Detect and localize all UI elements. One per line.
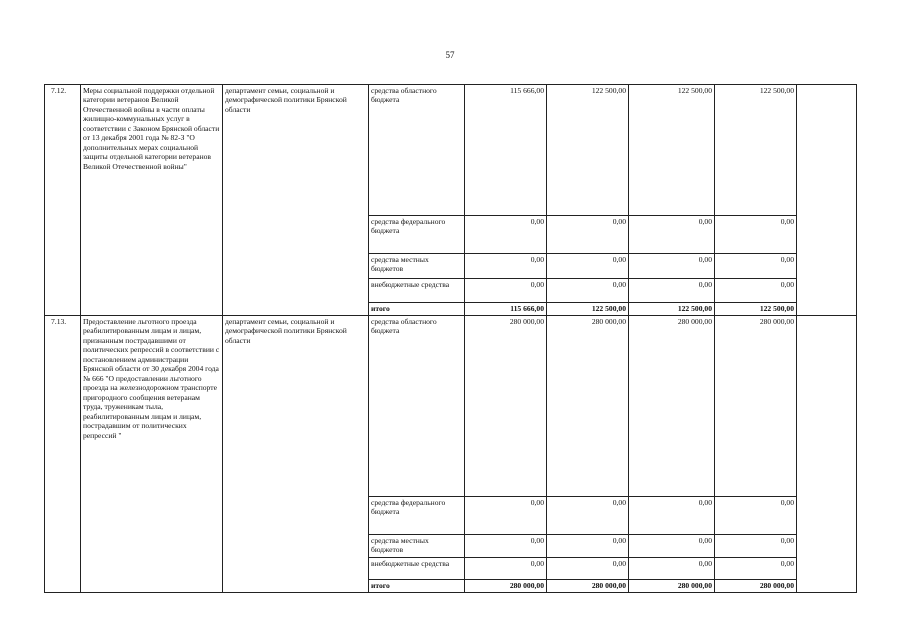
- row-number: 7.13.: [45, 316, 81, 593]
- measure-title: Меры социальной поддержки отдельной категории ветеранов Великой Отечественной войны в части оплаты жилищно-коммунальных услуг в соответствии с Законом Брянской области от 13 декабря 2001 года № 82-З "О дополнительных мерах социальной защиты отдельной категории ветеранов Великой Отечественной войны": [81, 85, 223, 316]
- row-number: 7.12.: [45, 85, 81, 316]
- value-cell: 0,00: [715, 558, 797, 580]
- total-cell: 280 000,00: [715, 580, 797, 593]
- value-cell: 0,00: [629, 535, 715, 558]
- measure-title: Предоставление льготного проезда реабилитированным лицам и лицам, признанным пострадавшими от политических репрессий в соответствии с постановлением администрации Брянской области от 30 декабря 2004 года № 666 "О предоставлении льготного проезда на железнодорожном транспорте пригородного сообщения ветеранам труда, труженикам тыла, реабилитированным лицам и лицам, пострадавшим от политических репрессий ": [81, 316, 223, 593]
- value-cell: 122 500,00: [715, 85, 797, 216]
- value-cell: 0,00: [629, 216, 715, 254]
- empty-cell: [797, 85, 857, 316]
- value-cell: 0,00: [465, 254, 547, 279]
- value-cell: 0,00: [465, 279, 547, 303]
- value-cell: 122 500,00: [547, 85, 629, 216]
- value-cell: 0,00: [547, 497, 629, 535]
- page-number: 57: [445, 50, 455, 60]
- value-cell: 0,00: [715, 216, 797, 254]
- value-cell: 122 500,00: [629, 85, 715, 216]
- value-cell: 0,00: [715, 279, 797, 303]
- funding-source-total: итого: [369, 303, 465, 316]
- total-cell: 280 000,00: [629, 580, 715, 593]
- value-cell: 0,00: [715, 254, 797, 279]
- value-cell: 0,00: [715, 497, 797, 535]
- value-cell: 0,00: [629, 497, 715, 535]
- value-cell: 0,00: [629, 279, 715, 303]
- empty-cell: [797, 316, 857, 593]
- value-cell: 280 000,00: [547, 316, 629, 497]
- total-cell: 280 000,00: [547, 580, 629, 593]
- funding-source: средства областного бюджета: [369, 85, 465, 216]
- table-row: [45, 85, 857, 216]
- value-cell: 0,00: [465, 216, 547, 254]
- program-table: [44, 84, 857, 593]
- value-cell: 0,00: [547, 535, 629, 558]
- total-cell: 122 500,00: [547, 303, 629, 316]
- value-cell: 0,00: [465, 558, 547, 580]
- funding-source: средства местных бюджетов: [369, 535, 465, 558]
- funding-source: внебюджетные средства: [369, 558, 465, 580]
- value-cell: 0,00: [715, 535, 797, 558]
- funding-source: внебюджетные средства: [369, 279, 465, 303]
- value-cell: 280 000,00: [629, 316, 715, 497]
- total-cell: 115 666,00: [465, 303, 547, 316]
- value-cell: 0,00: [547, 279, 629, 303]
- table-row: [45, 316, 857, 497]
- value-cell: 0,00: [629, 558, 715, 580]
- value-cell: 0,00: [547, 216, 629, 254]
- total-cell: 122 500,00: [715, 303, 797, 316]
- total-cell: 122 500,00: [629, 303, 715, 316]
- value-cell: 280 000,00: [715, 316, 797, 497]
- value-cell: 0,00: [547, 558, 629, 580]
- value-cell: 0,00: [547, 254, 629, 279]
- value-cell: 0,00: [629, 254, 715, 279]
- funding-source-total: итого: [369, 580, 465, 593]
- funding-source: средства областного бюджета: [369, 316, 465, 497]
- funding-source: средства местных бюджетов: [369, 254, 465, 279]
- value-cell: 0,00: [465, 497, 547, 535]
- value-cell: 115 666,00: [465, 85, 547, 216]
- total-cell: 280 000,00: [465, 580, 547, 593]
- executor: департамент семьи, социальной и демографической политики Брянской области: [223, 316, 369, 593]
- value-cell: 280 000,00: [465, 316, 547, 497]
- value-cell: 0,00: [465, 535, 547, 558]
- funding-source: средства федерального бюджета: [369, 216, 465, 254]
- executor: департамент семьи, социальной и демографической политики Брянской области: [223, 85, 369, 316]
- funding-source: средства федерального бюджета: [369, 497, 465, 535]
